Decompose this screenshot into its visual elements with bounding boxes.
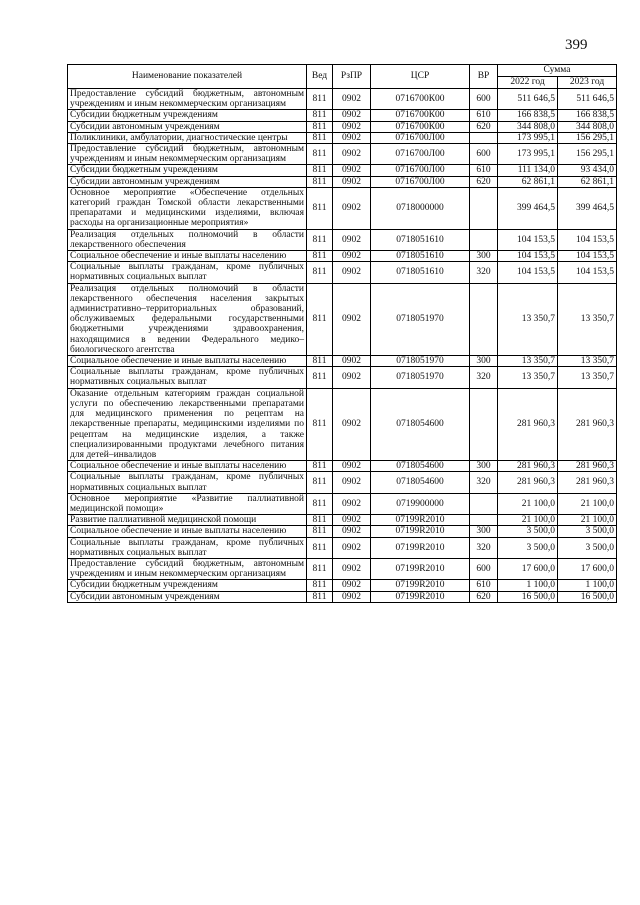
cell-sum-2023: 13 350,7 <box>558 367 617 388</box>
cell-csr: 0718051970 <box>371 367 470 388</box>
cell-name: Социальное обеспечение и иные выплаты населению <box>68 461 307 472</box>
cell-sum-2023: 166 838,5 <box>558 110 617 121</box>
cell-csr: 07199R2010 <box>371 558 470 579</box>
cell-ved: 811 <box>307 558 333 579</box>
table-row <box>68 121 617 132</box>
table-row <box>68 472 617 493</box>
cell-rzpr: 0902 <box>333 187 371 229</box>
cell-ved: 811 <box>307 537 333 558</box>
cell-sum-2022: 1 100,0 <box>498 580 558 591</box>
cell-csr: 0718054600 <box>371 472 470 493</box>
cell-rzpr: 0902 <box>333 176 371 187</box>
cell-sum-2023: 156 295,1 <box>558 144 617 165</box>
table-row <box>68 558 617 579</box>
cell-vr: 620 <box>470 121 498 132</box>
cell-ved: 811 <box>307 144 333 165</box>
cell-ved: 811 <box>307 515 333 526</box>
cell-csr: 0718000000 <box>371 187 470 229</box>
cell-ved: 811 <box>307 176 333 187</box>
table-row <box>68 580 617 591</box>
table-row <box>68 229 617 250</box>
cell-name: Субсидии бюджетным учреждениям <box>68 110 307 121</box>
cell-name: Субсидии автономным учреждениям <box>68 176 307 187</box>
cell-sum-2023: 104 153,5 <box>558 229 617 250</box>
cell-vr: 320 <box>470 537 498 558</box>
cell-rzpr: 0902 <box>333 262 371 283</box>
cell-rzpr: 0902 <box>333 144 371 165</box>
cell-sum-2022: 173 995,1 <box>498 132 558 143</box>
cell-name: Оказание отдельным категориям граждан социальной услуги по обеспечению лекарственными препаратами для медицинского применения по рецептам на лекарственные препараты, медицинскими изделиями по рецептам на медицинские изделия, а также специализированными продуктами лечебного питания для детей–инвалидов <box>68 388 307 460</box>
cell-sum-2022: 281 960,3 <box>498 472 558 493</box>
cell-name: Развитие паллиативной медицинской помощи <box>68 515 307 526</box>
table-row <box>68 165 617 176</box>
cell-rzpr: 0902 <box>333 251 371 262</box>
cell-sum-2022: 62 861,1 <box>498 176 558 187</box>
cell-csr: 07199R2010 <box>371 580 470 591</box>
cell-vr <box>470 388 498 460</box>
cell-sum-2022: 16 500,0 <box>498 591 558 602</box>
cell-sum-2022: 13 350,7 <box>498 367 558 388</box>
cell-name: Основное мероприятие «Развитие паллиативной медицинской помощи» <box>68 493 307 514</box>
cell-sum-2023: 62 861,1 <box>558 176 617 187</box>
cell-name: Основное мероприятие «Обеспечение отдельных категорий граждан Томской области лекарственными препаратами и медицинскими изделиями, включая расходы на организационные мероприятия» <box>68 187 307 229</box>
cell-csr: 0718051610 <box>371 251 470 262</box>
cell-sum-2022: 3 500,0 <box>498 526 558 537</box>
cell-rzpr: 0902 <box>333 515 371 526</box>
cell-vr: 600 <box>470 558 498 579</box>
cell-ved: 811 <box>307 493 333 514</box>
cell-csr: 0718051970 <box>371 283 470 355</box>
cell-vr: 620 <box>470 591 498 602</box>
cell-vr <box>470 515 498 526</box>
cell-csr: 0716700Л00 <box>371 132 470 143</box>
table-row <box>68 356 617 367</box>
table-row <box>68 493 617 514</box>
cell-vr: 620 <box>470 176 498 187</box>
cell-vr: 610 <box>470 580 498 591</box>
header-csr: ЦСР <box>371 65 470 89</box>
cell-csr: 0716700Л00 <box>371 165 470 176</box>
table-row <box>68 176 617 187</box>
cell-sum-2023: 344 808,0 <box>558 121 617 132</box>
cell-csr: 07199R2010 <box>371 526 470 537</box>
cell-sum-2022: 104 153,5 <box>498 251 558 262</box>
cell-sum-2022: 104 153,5 <box>498 262 558 283</box>
cell-vr: 320 <box>470 472 498 493</box>
cell-sum-2022: 13 350,7 <box>498 356 558 367</box>
cell-name: Предоставление субсидий бюджетным, автономным учреждениям и иным некоммерческим организациям <box>68 89 307 110</box>
cell-sum-2022: 281 960,3 <box>498 388 558 460</box>
cell-sum-2022: 511 646,5 <box>498 89 558 110</box>
cell-sum-2022: 281 960,3 <box>498 461 558 472</box>
cell-sum-2022: 399 464,5 <box>498 187 558 229</box>
cell-sum-2023: 3 500,0 <box>558 537 617 558</box>
cell-sum-2022: 111 134,0 <box>498 165 558 176</box>
cell-vr <box>470 283 498 355</box>
cell-ved: 811 <box>307 262 333 283</box>
cell-ved: 811 <box>307 367 333 388</box>
table-row <box>68 515 617 526</box>
cell-ved: 811 <box>307 165 333 176</box>
table-row <box>68 591 617 602</box>
cell-name: Реализация отдельных полномочий в области лекарственного обеспечения населения закрытых административно–территориальных образований, обслуживаемых федеральными государственными бюджетными учреждениями здравоохранения, находящимися в ведении Федерального медико–биологического агентства <box>68 283 307 355</box>
cell-ved: 811 <box>307 472 333 493</box>
cell-ved: 811 <box>307 388 333 460</box>
cell-sum-2023: 281 960,3 <box>558 472 617 493</box>
cell-ved: 811 <box>307 89 333 110</box>
header-ved: Вед <box>307 65 333 89</box>
cell-name: Предоставление субсидий бюджетным, автономным учреждениям и иным некоммерческим организациям <box>68 144 307 165</box>
cell-csr: 0718051970 <box>371 356 470 367</box>
cell-ved: 811 <box>307 229 333 250</box>
cell-name: Реализация отдельных полномочий в области лекарственного обеспечения <box>68 229 307 250</box>
cell-rzpr: 0902 <box>333 283 371 355</box>
cell-vr: 300 <box>470 526 498 537</box>
cell-csr: 0716700К00 <box>371 89 470 110</box>
table-row <box>68 144 617 165</box>
cell-rzpr: 0902 <box>333 121 371 132</box>
cell-sum-2023: 104 153,5 <box>558 262 617 283</box>
cell-sum-2023: 281 960,3 <box>558 461 617 472</box>
table-row <box>68 132 617 143</box>
cell-name: Социальное обеспечение и иные выплаты населению <box>68 526 307 537</box>
table-row <box>68 251 617 262</box>
budget-table <box>67 64 617 603</box>
cell-vr <box>470 187 498 229</box>
header-year-2023: 2023 год <box>558 77 617 89</box>
table-row <box>68 388 617 460</box>
cell-ved: 811 <box>307 132 333 143</box>
cell-name: Социальные выплаты гражданам, кроме публичных нормативных социальных выплат <box>68 537 307 558</box>
cell-vr: 600 <box>470 144 498 165</box>
cell-sum-2023: 21 100,0 <box>558 493 617 514</box>
cell-csr: 07199R2010 <box>371 591 470 602</box>
table-row <box>68 89 617 110</box>
cell-ved: 811 <box>307 591 333 602</box>
cell-sum-2022: 3 500,0 <box>498 537 558 558</box>
cell-sum-2023: 399 464,5 <box>558 187 617 229</box>
header-name: Наименование показателей <box>68 65 307 89</box>
cell-ved: 811 <box>307 110 333 121</box>
cell-csr: 0718054600 <box>371 388 470 460</box>
cell-sum-2023: 3 500,0 <box>558 526 617 537</box>
cell-sum-2023: 281 960,3 <box>558 388 617 460</box>
cell-rzpr: 0902 <box>333 493 371 514</box>
cell-sum-2022: 13 350,7 <box>498 283 558 355</box>
cell-sum-2022: 21 100,0 <box>498 493 558 514</box>
table-row <box>68 110 617 121</box>
cell-rzpr: 0902 <box>333 110 371 121</box>
cell-csr: 0716700К00 <box>371 110 470 121</box>
cell-rzpr: 0902 <box>333 229 371 250</box>
cell-sum-2022: 344 808,0 <box>498 121 558 132</box>
table-row <box>68 187 617 229</box>
cell-vr: 320 <box>470 262 498 283</box>
cell-vr <box>470 493 498 514</box>
cell-csr: 07199R2010 <box>371 537 470 558</box>
header-vr: ВР <box>470 65 498 89</box>
cell-rzpr: 0902 <box>333 388 371 460</box>
cell-ved: 811 <box>307 461 333 472</box>
table-row <box>68 537 617 558</box>
cell-rzpr: 0902 <box>333 356 371 367</box>
cell-vr: 300 <box>470 356 498 367</box>
table-row <box>68 367 617 388</box>
cell-name: Социальное обеспечение и иные выплаты населению <box>68 251 307 262</box>
cell-sum-2022: 21 100,0 <box>498 515 558 526</box>
cell-rzpr: 0902 <box>333 367 371 388</box>
cell-sum-2022: 17 600,0 <box>498 558 558 579</box>
cell-rzpr: 0902 <box>333 558 371 579</box>
cell-rzpr: 0902 <box>333 132 371 143</box>
cell-name: Субсидии бюджетным учреждениям <box>68 580 307 591</box>
cell-name: Субсидии автономным учреждениям <box>68 121 307 132</box>
cell-sum-2023: 21 100,0 <box>558 515 617 526</box>
cell-rzpr: 0902 <box>333 591 371 602</box>
table-body <box>68 89 617 603</box>
cell-vr: 300 <box>470 461 498 472</box>
cell-name: Социальное обеспечение и иные выплаты населению <box>68 356 307 367</box>
cell-vr: 610 <box>470 165 498 176</box>
cell-sum-2022: 104 153,5 <box>498 229 558 250</box>
cell-name: Субсидии автономным учреждениям <box>68 591 307 602</box>
cell-sum-2023: 93 434,0 <box>558 165 617 176</box>
cell-name: Субсидии бюджетным учреждениям <box>68 165 307 176</box>
cell-vr <box>470 229 498 250</box>
cell-ved: 811 <box>307 356 333 367</box>
cell-rzpr: 0902 <box>333 472 371 493</box>
cell-vr: 610 <box>470 110 498 121</box>
cell-rzpr: 0902 <box>333 89 371 110</box>
table-row <box>68 262 617 283</box>
cell-sum-2023: 13 350,7 <box>558 356 617 367</box>
cell-csr: 0718051610 <box>371 229 470 250</box>
table-row <box>68 283 617 355</box>
cell-ved: 811 <box>307 580 333 591</box>
cell-sum-2023: 511 646,5 <box>558 89 617 110</box>
cell-name: Социальные выплаты гражданам, кроме публичных нормативных социальных выплат <box>68 262 307 283</box>
page-number: 399 <box>565 37 588 53</box>
cell-name: Предоставление субсидий бюджетным, автономным учреждениям и иным некоммерческим организациям <box>68 558 307 579</box>
cell-csr: 0716700Л00 <box>371 176 470 187</box>
cell-ved: 811 <box>307 121 333 132</box>
cell-rzpr: 0902 <box>333 526 371 537</box>
table-row <box>68 526 617 537</box>
cell-csr: 0716700Л00 <box>371 144 470 165</box>
table-header <box>68 65 617 89</box>
cell-ved: 811 <box>307 526 333 537</box>
cell-sum-2023: 1 100,0 <box>558 580 617 591</box>
cell-ved: 811 <box>307 283 333 355</box>
cell-csr: 0718054600 <box>371 461 470 472</box>
cell-sum-2023: 13 350,7 <box>558 283 617 355</box>
cell-ved: 811 <box>307 187 333 229</box>
table-row <box>68 461 617 472</box>
cell-sum-2023: 17 600,0 <box>558 558 617 579</box>
cell-vr: 320 <box>470 367 498 388</box>
header-year-2022: 2022 год <box>498 77 558 89</box>
cell-rzpr: 0902 <box>333 580 371 591</box>
cell-ved: 811 <box>307 251 333 262</box>
cell-csr: 0718051610 <box>371 262 470 283</box>
header-rzpr: РзПР <box>333 65 371 89</box>
cell-sum-2023: 104 153,5 <box>558 251 617 262</box>
cell-sum-2023: 156 295,1 <box>558 132 617 143</box>
cell-vr: 600 <box>470 89 498 110</box>
header-sum: Сумма <box>498 65 617 77</box>
cell-vr: 300 <box>470 251 498 262</box>
cell-rzpr: 0902 <box>333 165 371 176</box>
cell-name: Социальные выплаты гражданам, кроме публичных нормативных социальных выплат <box>68 472 307 493</box>
cell-rzpr: 0902 <box>333 461 371 472</box>
cell-name: Поликлиники, амбулатории, диагностические центры <box>68 132 307 143</box>
cell-name: Социальные выплаты гражданам, кроме публичных нормативных социальных выплат <box>68 367 307 388</box>
cell-csr: 0716700К00 <box>371 121 470 132</box>
cell-sum-2023: 16 500,0 <box>558 591 617 602</box>
cell-sum-2022: 166 838,5 <box>498 110 558 121</box>
cell-vr <box>470 132 498 143</box>
cell-sum-2022: 173 995,1 <box>498 144 558 165</box>
cell-rzpr: 0902 <box>333 537 371 558</box>
cell-csr: 07199R2010 <box>371 515 470 526</box>
cell-csr: 0719900000 <box>371 493 470 514</box>
